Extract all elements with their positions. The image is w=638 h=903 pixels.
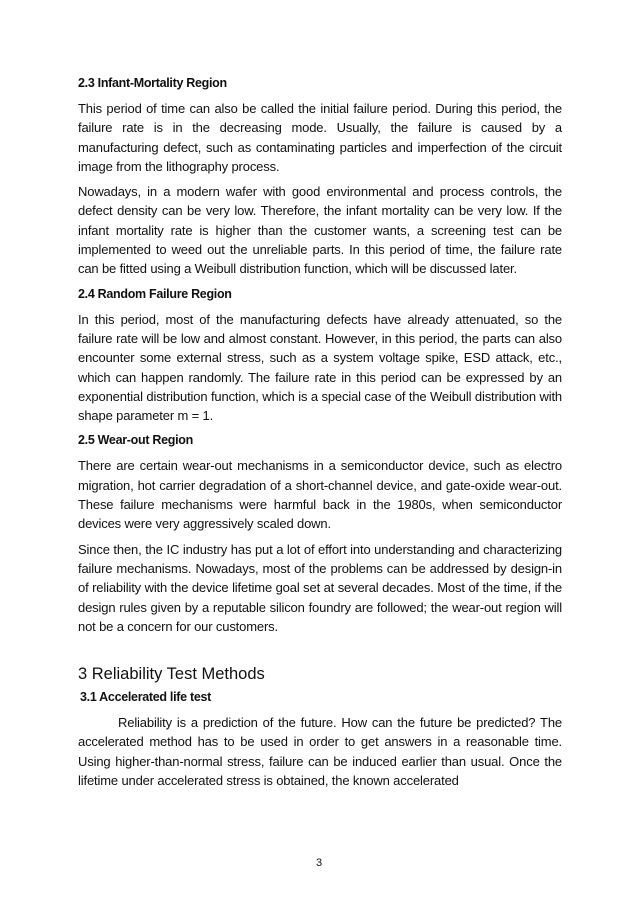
paragraph: Since then, the IC industry has put a lot of effort into understanding and characterizing failure mechanisms. Nowadays, most of the problems can be addressed by design-in of reliability with the device lifetime goal set at several decades. Most of the time, if the design rules given by a reputable silicon foundry are followed; the wear-out region will not be a concern for our customers. xyxy=(78,541,562,634)
section-heading-wear-out: 2.5 Wear-out Region xyxy=(78,433,193,448)
section-heading-infant-mortality: 2.3 Infant-Mortality Region xyxy=(78,76,227,90)
paragraph: Nowadays, in a modern wafer with good environmental and process controls, the defect density can be very low. Therefore, the infant mortality can be very low. If the infant mortality rate is higher than the customer wants, a screening test can be implemented to weed out the unreliable parts. In this period of time, the failure rate can be fitted using a Weibull distribution function, which will be discussed later. xyxy=(78,184,562,277)
paragraph: This period of time can also be called the initial failure period. During this period, the failure rate is in the decreasing mode. Usually, the failure is caused by a manufacturing defect, such as contaminating particles and imperfection of the circuit image from the lithography process. xyxy=(78,101,562,174)
section-heading-accelerated-life-test: 3.1 Accelerated life test xyxy=(80,690,211,705)
paragraph: Reliability is a prediction of the future. How can the future be predicted? The accelerated method has to be used in order to get answers in a reasonable time. Using higher-than-normal stress, failure can be induced earlier than usual. Once the lifetime under accelerated stress is obtained, the known accelerated xyxy=(78,715,562,789)
section-heading-random-failure: 2.4 Random Failure Region xyxy=(78,286,232,301)
chapter-title: 3 Reliability Test Methods xyxy=(78,665,265,684)
document-page xyxy=(78,74,562,796)
paragraph: There are certain wear-out mechanisms in a semiconductor device, such as electro migration, hot carrier degradation of a short-channel device, and gate-oxide wear-out. These failure mechanisms were harmful back in the 1980s, when semiconductor devices were very aggressively scaled down. xyxy=(78,458,562,532)
page-number: 3 xyxy=(315,857,323,869)
paragraph: In this period, most of the manufacturing defects have already attenuated, so the failure rate will be low and almost constant. However, in this period, the parts can also encounter some external stress, such as a system voltage spike, ESD attack, etc., which can happen randomly. The failure rate in this period can be expressed by an exponential distribution function, which is a special case of the Weibull distribution with shape parameter m = 1. xyxy=(78,311,562,424)
